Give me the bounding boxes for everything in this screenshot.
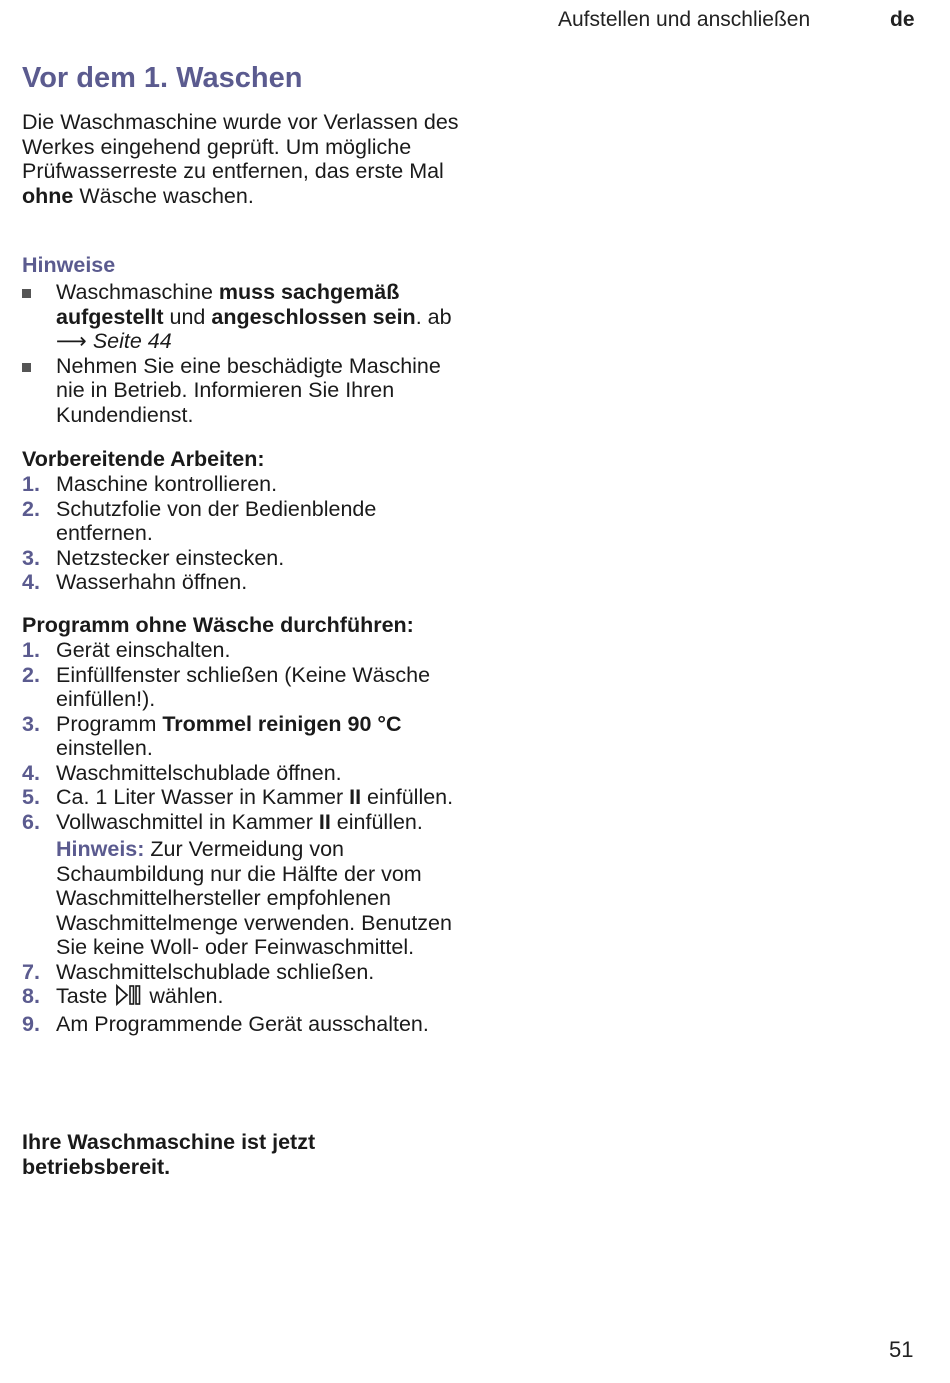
list-item [22,472,462,497]
step-text: einfüllen. [330,809,423,834]
note-text: und [163,304,212,329]
list-item [22,546,462,571]
note-text: . ab [415,304,452,329]
step-text: Waschmittelschublade schließen. [56,959,375,984]
step-number: 1. [22,472,40,496]
page-header [558,8,915,32]
chamber-label: II [318,809,331,834]
step-text: Netzstecker einstecken. [56,545,285,570]
step-number: 3. [22,545,40,570]
note-text: Nehmen Sie eine beschädigte Maschine nie in Betrieb. Informieren Sie Ihren Kundendienst. [56,353,441,427]
prep-steps [22,472,462,595]
step-number: 8. [22,984,40,1008]
step-text: Am Programmende Gerät ausschalten. [56,1011,429,1036]
step-text: Maschine kontrollieren. [56,472,278,496]
list-item [22,761,462,786]
step-text: Waschmittelschublade öffnen. [56,760,342,785]
program-steps [22,638,462,1036]
step-text: Wasserhahn öffnen. [56,570,248,594]
intro-text: Die Waschmaschine wurde vor Verlassen des Werkes eingehend geprüft. Um mögliche Prüfwasserreste zu entfernen, das erste Mal [22,110,459,183]
step-number: 7. [22,959,40,984]
hint-block [56,837,462,960]
list-item [22,663,462,712]
step-number: 4. [22,570,40,594]
square-bullet-icon [22,289,31,298]
intro-bold: ohne [22,183,74,208]
program-title: Programm ohne Wäsche durchführen: [22,613,414,637]
list-item [22,497,462,546]
step-number: 2. [22,662,40,687]
step-text: Ca. 1 Liter Wasser in Kammer [56,785,350,809]
step-number: 4. [22,760,40,785]
step-text: Einfüllfenster schließen (Keine Wäsche einfüllen!). [56,662,431,711]
step-number: 9. [22,1011,40,1036]
step-text: Taste [56,984,114,1008]
note-bold: muss sachgemäß aufgestellt [56,280,400,329]
hint-label: Hinweis: [56,837,145,861]
list-item [22,712,462,761]
step-text: einstellen. [56,736,153,760]
list-item [22,785,462,810]
final-statement: Ihre Waschmaschine ist jetzt betriebsbereit. [22,1130,316,1179]
step-text: Vollwaschmittel in Kammer [56,809,319,834]
note-item [22,354,462,428]
list-item [22,984,462,1012]
header-section-title: Aufstellen und anschließen [558,8,811,31]
page-reference-link[interactable]: Seite 44 [92,329,172,353]
note-bold: angeschlossen sein [211,304,416,329]
square-bullet-icon [22,363,31,372]
step-text: wählen. [143,984,224,1008]
page-title: Vor dem 1. Waschen [22,62,303,94]
step-number: 2. [22,496,40,521]
list-item [22,1012,462,1037]
prep-title: Vorbereitende Arbeiten: [22,447,265,471]
note-item [22,280,462,354]
step-number: 5. [22,785,40,809]
list-item [22,810,462,960]
list-item [22,638,462,663]
list-item [22,570,462,595]
page-number: 51 [889,1337,914,1362]
header-language: de [890,8,915,31]
intro-paragraph [22,110,462,208]
notes-list [22,280,462,427]
step-text: Gerät einschalten. [56,638,231,662]
note-text: Waschmaschine [56,280,219,304]
play-pause-icon [115,984,141,1012]
step-text: Schutzfolie von der Bedienblende entfernen. [56,496,377,545]
step-number: 6. [22,809,40,834]
step-text: Programm [56,711,163,736]
step-number: 3. [22,711,40,736]
intro-text-end: Wäsche waschen. [73,183,254,208]
hint-text: Zur Vermeidung von Schaumbildung nur die Hälfte der vom Waschmittelhersteller empfohlenen Waschmittelmenge verwenden. Benutzen Sie keine Woll- oder Feinwaschmittel. [56,837,452,959]
arrow-right-icon: ⟶ [56,329,87,353]
list-item [22,960,462,985]
step-number: 1. [22,638,40,662]
step-text: einfüllen. [361,785,454,809]
notes-title: Hinweise [22,253,116,277]
program-name: Trommel reinigen 90 °C [162,711,402,736]
chamber-label: II [349,785,362,809]
